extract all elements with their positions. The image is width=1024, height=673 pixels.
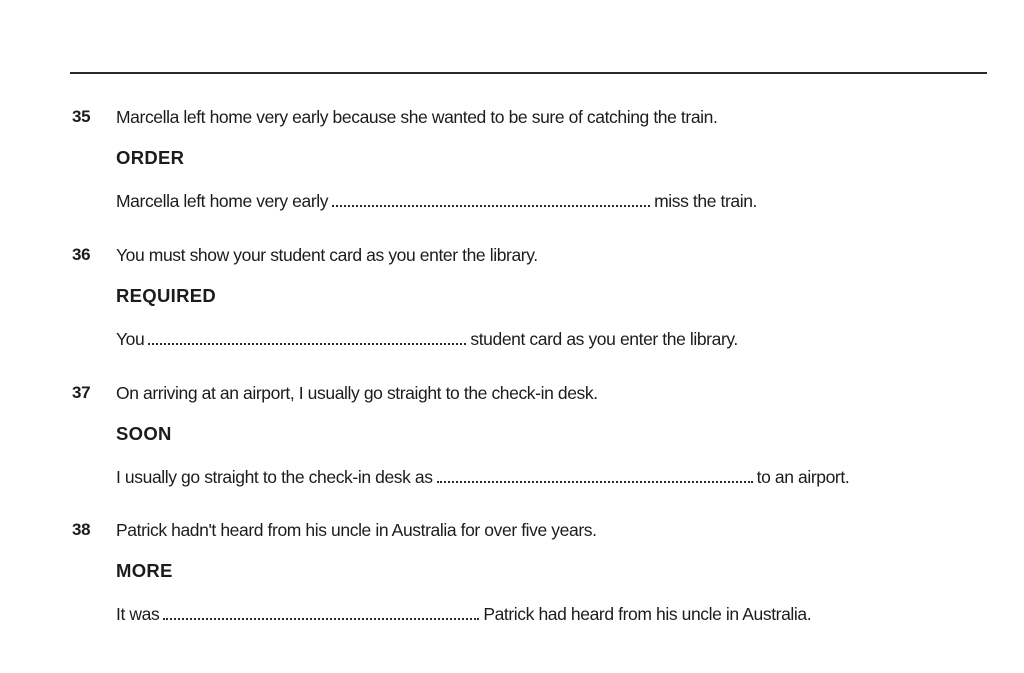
answer-line <box>116 604 811 625</box>
answer-before: It was <box>116 604 160 624</box>
answer-after: student card as you enter the library. <box>470 329 738 349</box>
answer-after: Patrick had heard from his uncle in Australia. <box>483 604 812 624</box>
answer-line <box>116 467 849 488</box>
question-keyword: REQUIRED <box>116 285 217 306</box>
top-divider <box>70 72 987 74</box>
answer-before: I usually go straight to the check-in desk as <box>116 467 433 487</box>
question-number: 35 <box>72 107 91 126</box>
question-sentence: You must show your student card as you enter the library. <box>116 245 538 265</box>
answer-blank[interactable] <box>148 330 466 345</box>
answer-before: You <box>116 329 145 349</box>
answer-line <box>116 329 738 350</box>
question-sentence: Marcella left home very early because she wanted to be sure of catching the train. <box>116 107 718 127</box>
answer-blank[interactable] <box>163 605 479 620</box>
question-number: 36 <box>72 245 91 264</box>
answer-blank[interactable] <box>437 468 753 483</box>
question-keyword: MORE <box>116 560 173 581</box>
question-keyword: ORDER <box>116 147 185 168</box>
answer-after: to an airport. <box>756 467 850 487</box>
question-number: 38 <box>72 520 91 539</box>
answer-before: Marcella left home very early <box>116 191 329 211</box>
question-number: 37 <box>72 383 91 402</box>
answer-line <box>116 191 757 212</box>
question-keyword: SOON <box>116 423 172 444</box>
answer-blank[interactable] <box>332 192 650 207</box>
question-sentence: On arriving at an airport, I usually go straight to the check-in desk. <box>116 383 598 403</box>
question-sentence: Patrick hadn't heard from his uncle in Australia for over five years. <box>116 520 597 540</box>
answer-after: miss the train. <box>654 191 758 211</box>
